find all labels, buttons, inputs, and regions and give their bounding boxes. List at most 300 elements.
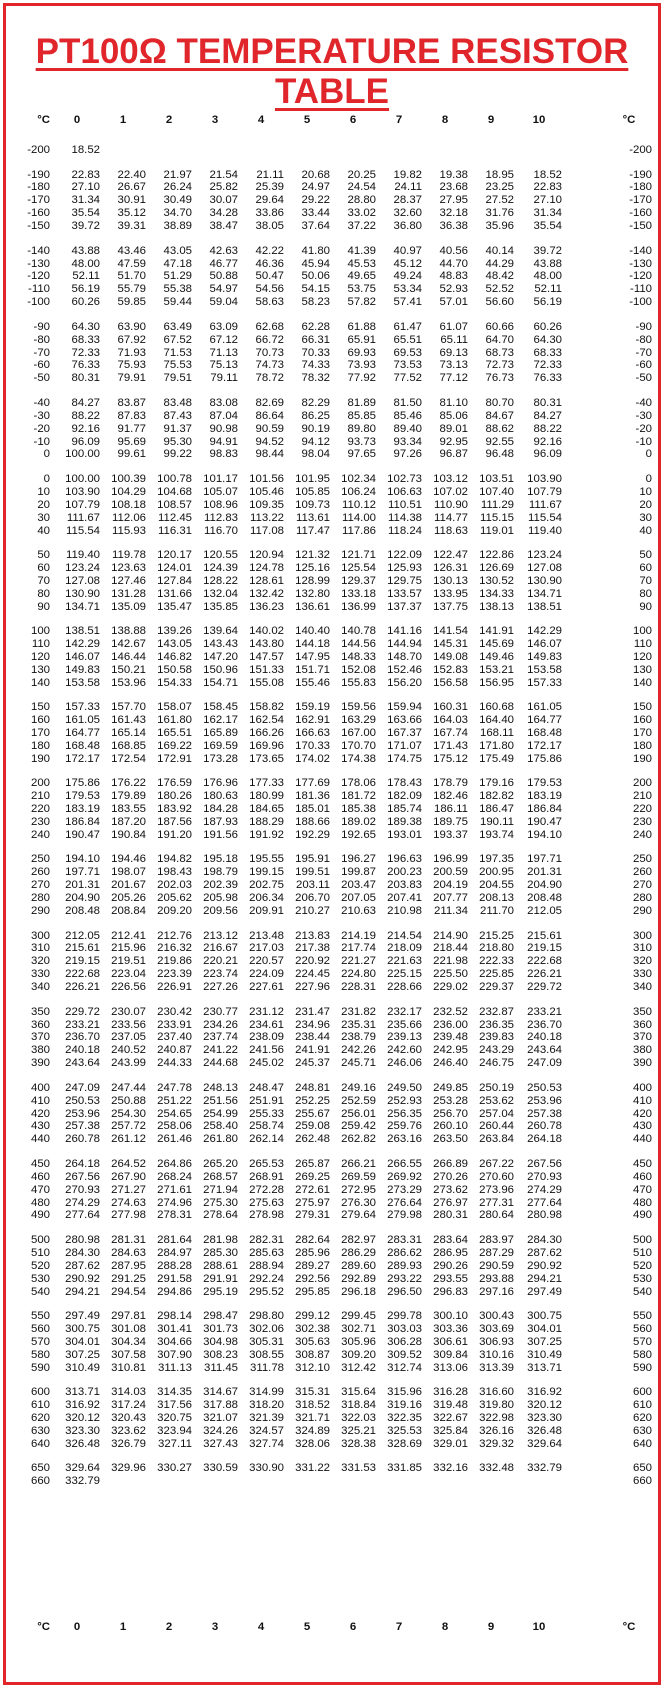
resistance-value: 320.43	[111, 1411, 146, 1424]
resistance-value: 253.96	[527, 1094, 562, 1107]
temperature-label: 340	[30, 981, 50, 994]
resistance-value: 96.48	[485, 448, 514, 461]
resistance-value: 307.58	[111, 1348, 146, 1361]
resistance-value: 284.30	[527, 1233, 562, 1246]
resistance-value: 225.85	[479, 968, 514, 981]
temperature-label-right: 90	[639, 600, 652, 613]
resistance-value: 202.03	[157, 879, 192, 892]
resistance-value: 243.99	[111, 1057, 146, 1070]
resistance-value: 167.74	[433, 727, 468, 739]
resistance-value: 241.91	[295, 1044, 330, 1057]
resistance-value: 327.74	[249, 1437, 284, 1450]
resistance-value: 325.84	[433, 1424, 468, 1437]
resistance-value: 108.57	[157, 498, 192, 511]
resistance-value: 239.83	[479, 1031, 514, 1044]
resistance-value: 68.33	[71, 333, 100, 346]
resistance-value: 20.68	[301, 168, 330, 181]
table-row	[6, 410, 664, 423]
resistance-value: 198.07	[111, 866, 146, 879]
resistance-value: 71.13	[209, 346, 238, 359]
resistance-value: 52.11	[72, 270, 100, 283]
resistance-value: 210.27	[295, 905, 330, 917]
temperature-label: 350	[30, 1005, 50, 1018]
temperature-label: 370	[30, 1031, 50, 1044]
resistance-value: 204.55	[479, 879, 514, 892]
resistance-value: 206.34	[249, 892, 284, 905]
resistance-value: 143.80	[249, 638, 284, 650]
temperature-label: -80	[33, 333, 50, 346]
resistance-value: 256.01	[341, 1107, 376, 1120]
table-row	[6, 1247, 664, 1260]
resistance-value: 74.73	[255, 359, 284, 372]
resistance-value: 178.06	[341, 777, 376, 790]
resistance-value: 43.46	[117, 244, 146, 257]
resistance-value: 89.80	[347, 422, 376, 435]
resistance-value: 81.50	[393, 396, 422, 409]
temperature-label: 540	[30, 1285, 50, 1298]
resistance-value: 122.47	[433, 549, 468, 561]
resistance-value: 31.76	[485, 207, 514, 220]
resistance-value: 159.19	[295, 701, 330, 714]
table-row	[6, 1044, 664, 1057]
resistance-value: 48.00	[71, 257, 100, 270]
resistance-value: 130.13	[433, 574, 468, 587]
resistance-value: 67.12	[209, 333, 238, 346]
resistance-value: 260.44	[479, 1120, 514, 1133]
temperature-label: 530	[30, 1272, 50, 1285]
resistance-value: 269.25	[295, 1170, 330, 1183]
resistance-value: 34.70	[163, 207, 192, 220]
resistance-value: 231.47	[295, 1005, 330, 1018]
resistance-value: 311.78	[250, 1361, 284, 1374]
resistance-value: 330.27	[157, 1462, 192, 1475]
resistance-value: 271.94	[203, 1183, 238, 1196]
resistance-value: 271.61	[157, 1183, 192, 1196]
temperature-label-right: 600	[632, 1386, 652, 1399]
temperature-label-right: -150	[629, 220, 652, 233]
resistance-value: 183.19	[65, 803, 100, 816]
temperature-label-right: 480	[632, 1196, 652, 1209]
temperature-label-right: 260	[632, 866, 652, 879]
resistance-value: 292.56	[295, 1272, 330, 1285]
resistance-value: 168.48	[527, 727, 562, 739]
resistance-value: 203.83	[387, 879, 422, 892]
resistance-value: 135.47	[157, 600, 192, 613]
resistance-value: 171.80	[479, 739, 514, 752]
resistance-value: 265.53	[249, 1157, 284, 1170]
resistance-value: 127.08	[527, 561, 562, 574]
temperature-label-right: -170	[629, 194, 652, 207]
temperature-label: 170	[30, 727, 50, 739]
resistance-value: 56.19	[71, 283, 100, 296]
table-row	[6, 473, 664, 486]
column-header: 2	[165, 114, 173, 126]
resistance-value: 279.31	[295, 1209, 330, 1222]
resistance-value: 69.13	[439, 346, 468, 359]
resistance-value: 57.82	[347, 296, 376, 309]
resistance-value: 107.02	[433, 485, 468, 498]
resistance-value: 196.63	[387, 853, 422, 866]
resistance-value: 150.96	[203, 663, 238, 676]
resistance-value: 244.33	[157, 1057, 192, 1070]
resistance-value: 252.25	[295, 1094, 330, 1107]
table-row	[6, 930, 664, 943]
temperature-label-right: 380	[632, 1044, 652, 1057]
temperature-label-right: -40	[635, 396, 652, 409]
resistance-value: 74.33	[301, 359, 330, 372]
temperature-label: 550	[30, 1310, 50, 1322]
temperature-label-right: 300	[632, 929, 652, 942]
temperature-label-right: 650	[632, 1462, 652, 1475]
resistance-value: 29.64	[255, 194, 284, 207]
resistance-value: 238.79	[341, 1031, 376, 1044]
resistance-value: 125.93	[387, 561, 422, 574]
resistance-value: 79.91	[117, 372, 146, 385]
resistance-value: 161.80	[157, 714, 192, 727]
table-row	[6, 334, 664, 347]
resistance-value: 136.23	[249, 600, 284, 613]
resistance-value: 290.92	[65, 1272, 100, 1285]
resistance-value: 287.62	[527, 1246, 562, 1259]
resistance-value: 76.33	[533, 372, 562, 385]
resistance-value: 213.83	[295, 929, 330, 942]
resistance-value: 277.64	[65, 1209, 100, 1222]
temperature-label-right: 120	[632, 650, 652, 663]
resistance-value: 137.37	[387, 600, 422, 613]
resistance-value: 207.05	[341, 892, 376, 905]
resistance-value: 125.16	[295, 561, 330, 574]
resistance-value: 143.05	[157, 638, 192, 650]
resistance-value: 63.90	[117, 320, 146, 333]
resistance-value: 292.89	[341, 1272, 376, 1285]
resistance-value: 237.05	[111, 1031, 146, 1044]
resistance-value: 253.28	[433, 1094, 468, 1107]
resistance-value: 89.01	[439, 422, 468, 435]
resistance-value: 119.01	[480, 524, 514, 537]
temperature-label: -100	[27, 296, 50, 309]
resistance-value: 294.21	[527, 1272, 562, 1285]
resistance-value: 198.79	[203, 866, 238, 879]
resistance-value: 35.96	[485, 220, 514, 233]
resistance-value: 172.17	[65, 752, 100, 765]
resistance-value: 34.28	[209, 207, 238, 220]
resistance-value: 79.11	[210, 372, 238, 385]
resistance-value: 280.31	[433, 1209, 468, 1222]
resistance-value: 299.45	[341, 1310, 376, 1322]
resistance-value: 236.70	[65, 1031, 100, 1044]
table-row	[6, 436, 664, 449]
resistance-value: 234.26	[203, 1018, 238, 1031]
resistance-value: 109.35	[249, 498, 284, 511]
temperature-label-right: 80	[639, 587, 652, 600]
resistance-value: 313.71	[527, 1361, 562, 1374]
resistance-value: 307.25	[527, 1335, 562, 1348]
temperature-label: 580	[30, 1348, 50, 1361]
resistance-value: 105.46	[249, 485, 284, 498]
resistance-value: 88.62	[485, 422, 514, 435]
temperature-label: -200	[27, 144, 50, 156]
resistance-value: 35.54	[71, 207, 100, 220]
resistance-value: 222.33	[479, 955, 514, 968]
resistance-value: 319.48	[433, 1399, 468, 1411]
temperature-label-right: 160	[632, 714, 652, 727]
resistance-value: 317.24	[111, 1399, 146, 1411]
resistance-value: 211.34	[434, 905, 468, 917]
resistance-value: 305.63	[295, 1335, 330, 1348]
resistance-value: 266.21	[341, 1157, 376, 1170]
resistance-value: 212.76	[157, 929, 192, 942]
resistance-value: 322.03	[341, 1411, 376, 1424]
resistance-value: 232.52	[433, 1005, 468, 1018]
resistance-value: 79.51	[163, 372, 192, 385]
resistance-value: 98.44	[255, 448, 284, 461]
resistance-value: 72.33	[71, 346, 100, 359]
temperature-label-right: 620	[632, 1411, 652, 1424]
resistance-value: 77.52	[393, 372, 422, 385]
resistance-value: 189.75	[433, 816, 468, 828]
table-row	[6, 714, 664, 727]
temperature-label-right: 110	[633, 638, 652, 650]
resistance-value: 250.53	[527, 1081, 562, 1094]
resistance-value: 257.72	[111, 1120, 146, 1133]
resistance-value: 73.13	[439, 359, 468, 372]
resistance-value: 47.59	[117, 257, 146, 270]
resistance-value: 71.93	[117, 346, 146, 359]
resistance-value: 326.48	[65, 1437, 100, 1450]
resistance-value: 263.16	[387, 1133, 422, 1146]
resistance-value: 179.16	[479, 777, 514, 790]
resistance-value: 267.56	[527, 1157, 562, 1170]
temperature-label: 640	[30, 1437, 50, 1450]
resistance-value: 233.21	[65, 1018, 100, 1031]
table-row	[6, 853, 664, 866]
resistance-value: 73.93	[347, 359, 376, 372]
resistance-value: 187.56	[157, 816, 192, 828]
resistance-value: 287.29	[479, 1246, 514, 1259]
table-row	[6, 245, 664, 258]
resistance-value: 160.31	[433, 701, 468, 714]
resistance-value: 119.78	[112, 549, 146, 561]
resistance-value: 323.30	[65, 1424, 100, 1437]
resistance-value: 201.31	[65, 879, 100, 892]
temperature-label-right: 220	[632, 803, 652, 816]
temperature-label: 0	[43, 448, 50, 461]
column-header: 7	[395, 1621, 403, 1633]
resistance-value: 274.63	[111, 1196, 146, 1209]
table-row	[6, 651, 664, 664]
resistance-value: 200.59	[433, 866, 468, 879]
temperature-label-right: 490	[632, 1209, 652, 1222]
column-header: 0	[73, 1621, 81, 1633]
resistance-value: 116.70	[204, 524, 238, 537]
table-row	[6, 372, 664, 385]
table-row	[6, 866, 664, 879]
resistance-value: 108.18	[111, 498, 146, 511]
resistance-value: 265.20	[203, 1157, 238, 1170]
resistance-value: 166.63	[295, 727, 330, 739]
temperature-label-right: 240	[632, 828, 652, 841]
resistance-value: 138.51	[65, 625, 100, 638]
resistance-value: 227.61	[249, 981, 284, 994]
resistance-value: 94.52	[255, 435, 284, 448]
resistance-value: 23.25	[485, 181, 514, 194]
resistance-value: 123.24	[527, 549, 562, 561]
temperature-label: 50	[37, 549, 50, 561]
temperature-label: 270	[30, 879, 50, 892]
resistance-value: 183.92	[157, 803, 192, 816]
resistance-value: 273.62	[433, 1183, 468, 1196]
resistance-value: 299.78	[387, 1310, 422, 1322]
resistance-value: 24.97	[301, 181, 330, 194]
resistance-value: 249.85	[433, 1081, 468, 1094]
resistance-value: 85.85	[347, 409, 376, 422]
resistance-value: 210.98	[387, 905, 422, 917]
resistance-value: 197.35	[479, 853, 514, 866]
temperature-label-right: 10	[639, 485, 652, 498]
table-row	[6, 955, 664, 968]
resistance-value: 189.38	[387, 816, 422, 828]
resistance-value: 156.20	[387, 676, 422, 689]
resistance-value: 120.55	[203, 549, 238, 561]
resistance-value: 269.59	[341, 1170, 376, 1183]
resistance-value: 132.04	[203, 587, 238, 600]
temperature-label: 500	[30, 1233, 50, 1246]
temperature-label: 10	[37, 485, 50, 498]
resistance-value: 321.07	[203, 1411, 238, 1424]
temperature-label-right: 510	[632, 1246, 652, 1259]
column-header: 3	[211, 114, 219, 126]
resistance-value: 71.53	[163, 346, 192, 359]
resistance-value: 294.21	[65, 1285, 100, 1298]
resistance-value: 259.08	[295, 1120, 330, 1133]
temperature-label-right: -160	[629, 207, 652, 220]
resistance-value: 185.74	[387, 803, 422, 816]
temperature-label-right: -180	[629, 181, 652, 194]
resistance-value: 30.07	[209, 194, 238, 207]
resistance-value: 105.07	[203, 485, 238, 498]
resistance-value: 119.40	[528, 524, 562, 537]
resistance-value: 305.31	[249, 1335, 284, 1348]
resistance-value: 132.42	[249, 587, 284, 600]
resistance-value: 284.30	[65, 1246, 100, 1259]
table-row	[6, 1399, 664, 1412]
resistance-value: 238.44	[295, 1031, 330, 1044]
resistance-value: 84.27	[71, 396, 100, 409]
resistance-value: 133.95	[433, 587, 468, 600]
resistance-value: 225.50	[433, 968, 468, 981]
resistance-value: 302.38	[295, 1322, 330, 1335]
resistance-value: 301.73	[203, 1322, 238, 1335]
resistance-value: 268.24	[157, 1170, 192, 1183]
resistance-value: 59.85	[117, 296, 146, 309]
resistance-value: 250.19	[479, 1081, 514, 1094]
resistance-value: 57.41	[393, 296, 422, 309]
resistance-value: 83.48	[163, 396, 192, 409]
resistance-value: 212.05	[65, 929, 100, 942]
resistance-value: 268.91	[249, 1170, 284, 1183]
resistance-value: 199.87	[341, 866, 376, 879]
temperature-label: 360	[30, 1018, 50, 1031]
resistance-value: 103.51	[479, 472, 514, 485]
resistance-value: 211.70	[480, 905, 514, 917]
resistance-value: 55.79	[117, 283, 146, 296]
resistance-value: 110.12	[342, 498, 376, 511]
resistance-value: 152.83	[433, 663, 468, 676]
resistance-value: 274.29	[527, 1183, 562, 1196]
resistance-value: 94.12	[301, 435, 330, 448]
temperature-label: 90	[37, 600, 50, 613]
temperature-label-right: -80	[635, 333, 652, 346]
resistance-value: 304.66	[157, 1335, 192, 1348]
table-row	[6, 753, 664, 766]
resistance-value: 45.12	[393, 257, 422, 270]
resistance-value: 330.59	[203, 1462, 238, 1475]
resistance-value: 59.44	[163, 296, 192, 309]
resistance-value: 135.85	[203, 600, 238, 613]
resistance-value: 191.20	[157, 828, 192, 841]
resistance-value: 42.22	[255, 244, 284, 257]
temperature-label: 630	[30, 1424, 50, 1437]
resistance-value: 283.97	[479, 1233, 514, 1246]
resistance-value: 63.49	[163, 320, 192, 333]
temperature-label: 300	[30, 929, 50, 942]
resistance-value: 289.27	[295, 1259, 330, 1272]
resistance-value: 237.74	[203, 1031, 238, 1044]
resistance-value: 122.86	[479, 549, 514, 561]
resistance-value: 124.39	[203, 561, 238, 574]
resistance-value: 152.46	[387, 663, 422, 676]
resistance-value: 315.64	[341, 1386, 376, 1399]
resistance-value: 70.33	[301, 346, 330, 359]
resistance-value: 260.10	[433, 1120, 468, 1133]
resistance-value: 27.10	[71, 181, 100, 194]
resistance-value: 278.64	[203, 1209, 238, 1222]
temperature-label-right: 550	[632, 1310, 652, 1322]
resistance-value: 169.22	[157, 739, 192, 752]
resistance-value: 250.88	[111, 1094, 146, 1107]
temperature-label-right: -30	[635, 409, 652, 422]
resistance-value: 104.68	[157, 485, 192, 498]
resistance-value: 25.39	[255, 181, 284, 194]
resistance-value: 25.82	[209, 181, 238, 194]
resistance-value: 275.63	[249, 1196, 284, 1209]
resistance-value: 332.79	[527, 1462, 562, 1475]
resistance-value: 321.39	[249, 1411, 284, 1424]
resistance-value: 60.26	[533, 320, 562, 333]
resistance-value: 62.68	[255, 320, 284, 333]
resistance-value: 280.98	[65, 1233, 100, 1246]
resistance-value: 27.10	[533, 194, 562, 207]
header-row-top	[6, 114, 664, 127]
resistance-value: 314.99	[249, 1386, 284, 1399]
resistance-value: 41.39	[347, 244, 376, 257]
resistance-value: 320.12	[65, 1411, 100, 1424]
resistance-value: 260.78	[65, 1133, 100, 1146]
resistance-value: 224.80	[341, 968, 376, 981]
resistance-value: 144.94	[387, 638, 422, 650]
resistance-value: 39.72	[71, 220, 100, 233]
resistance-value: 57.01	[439, 296, 468, 309]
resistance-value: 152.08	[341, 663, 376, 676]
resistance-value: 182.82	[479, 790, 514, 803]
resistance-value: 251.91	[249, 1094, 284, 1107]
table-row	[6, 701, 664, 714]
resistance-value: 163.29	[341, 714, 376, 727]
resistance-value: 127.84	[157, 574, 192, 587]
resistance-value: 146.07	[527, 638, 562, 650]
resistance-value: 183.55	[111, 803, 146, 816]
resistance-value: 188.66	[295, 816, 330, 828]
